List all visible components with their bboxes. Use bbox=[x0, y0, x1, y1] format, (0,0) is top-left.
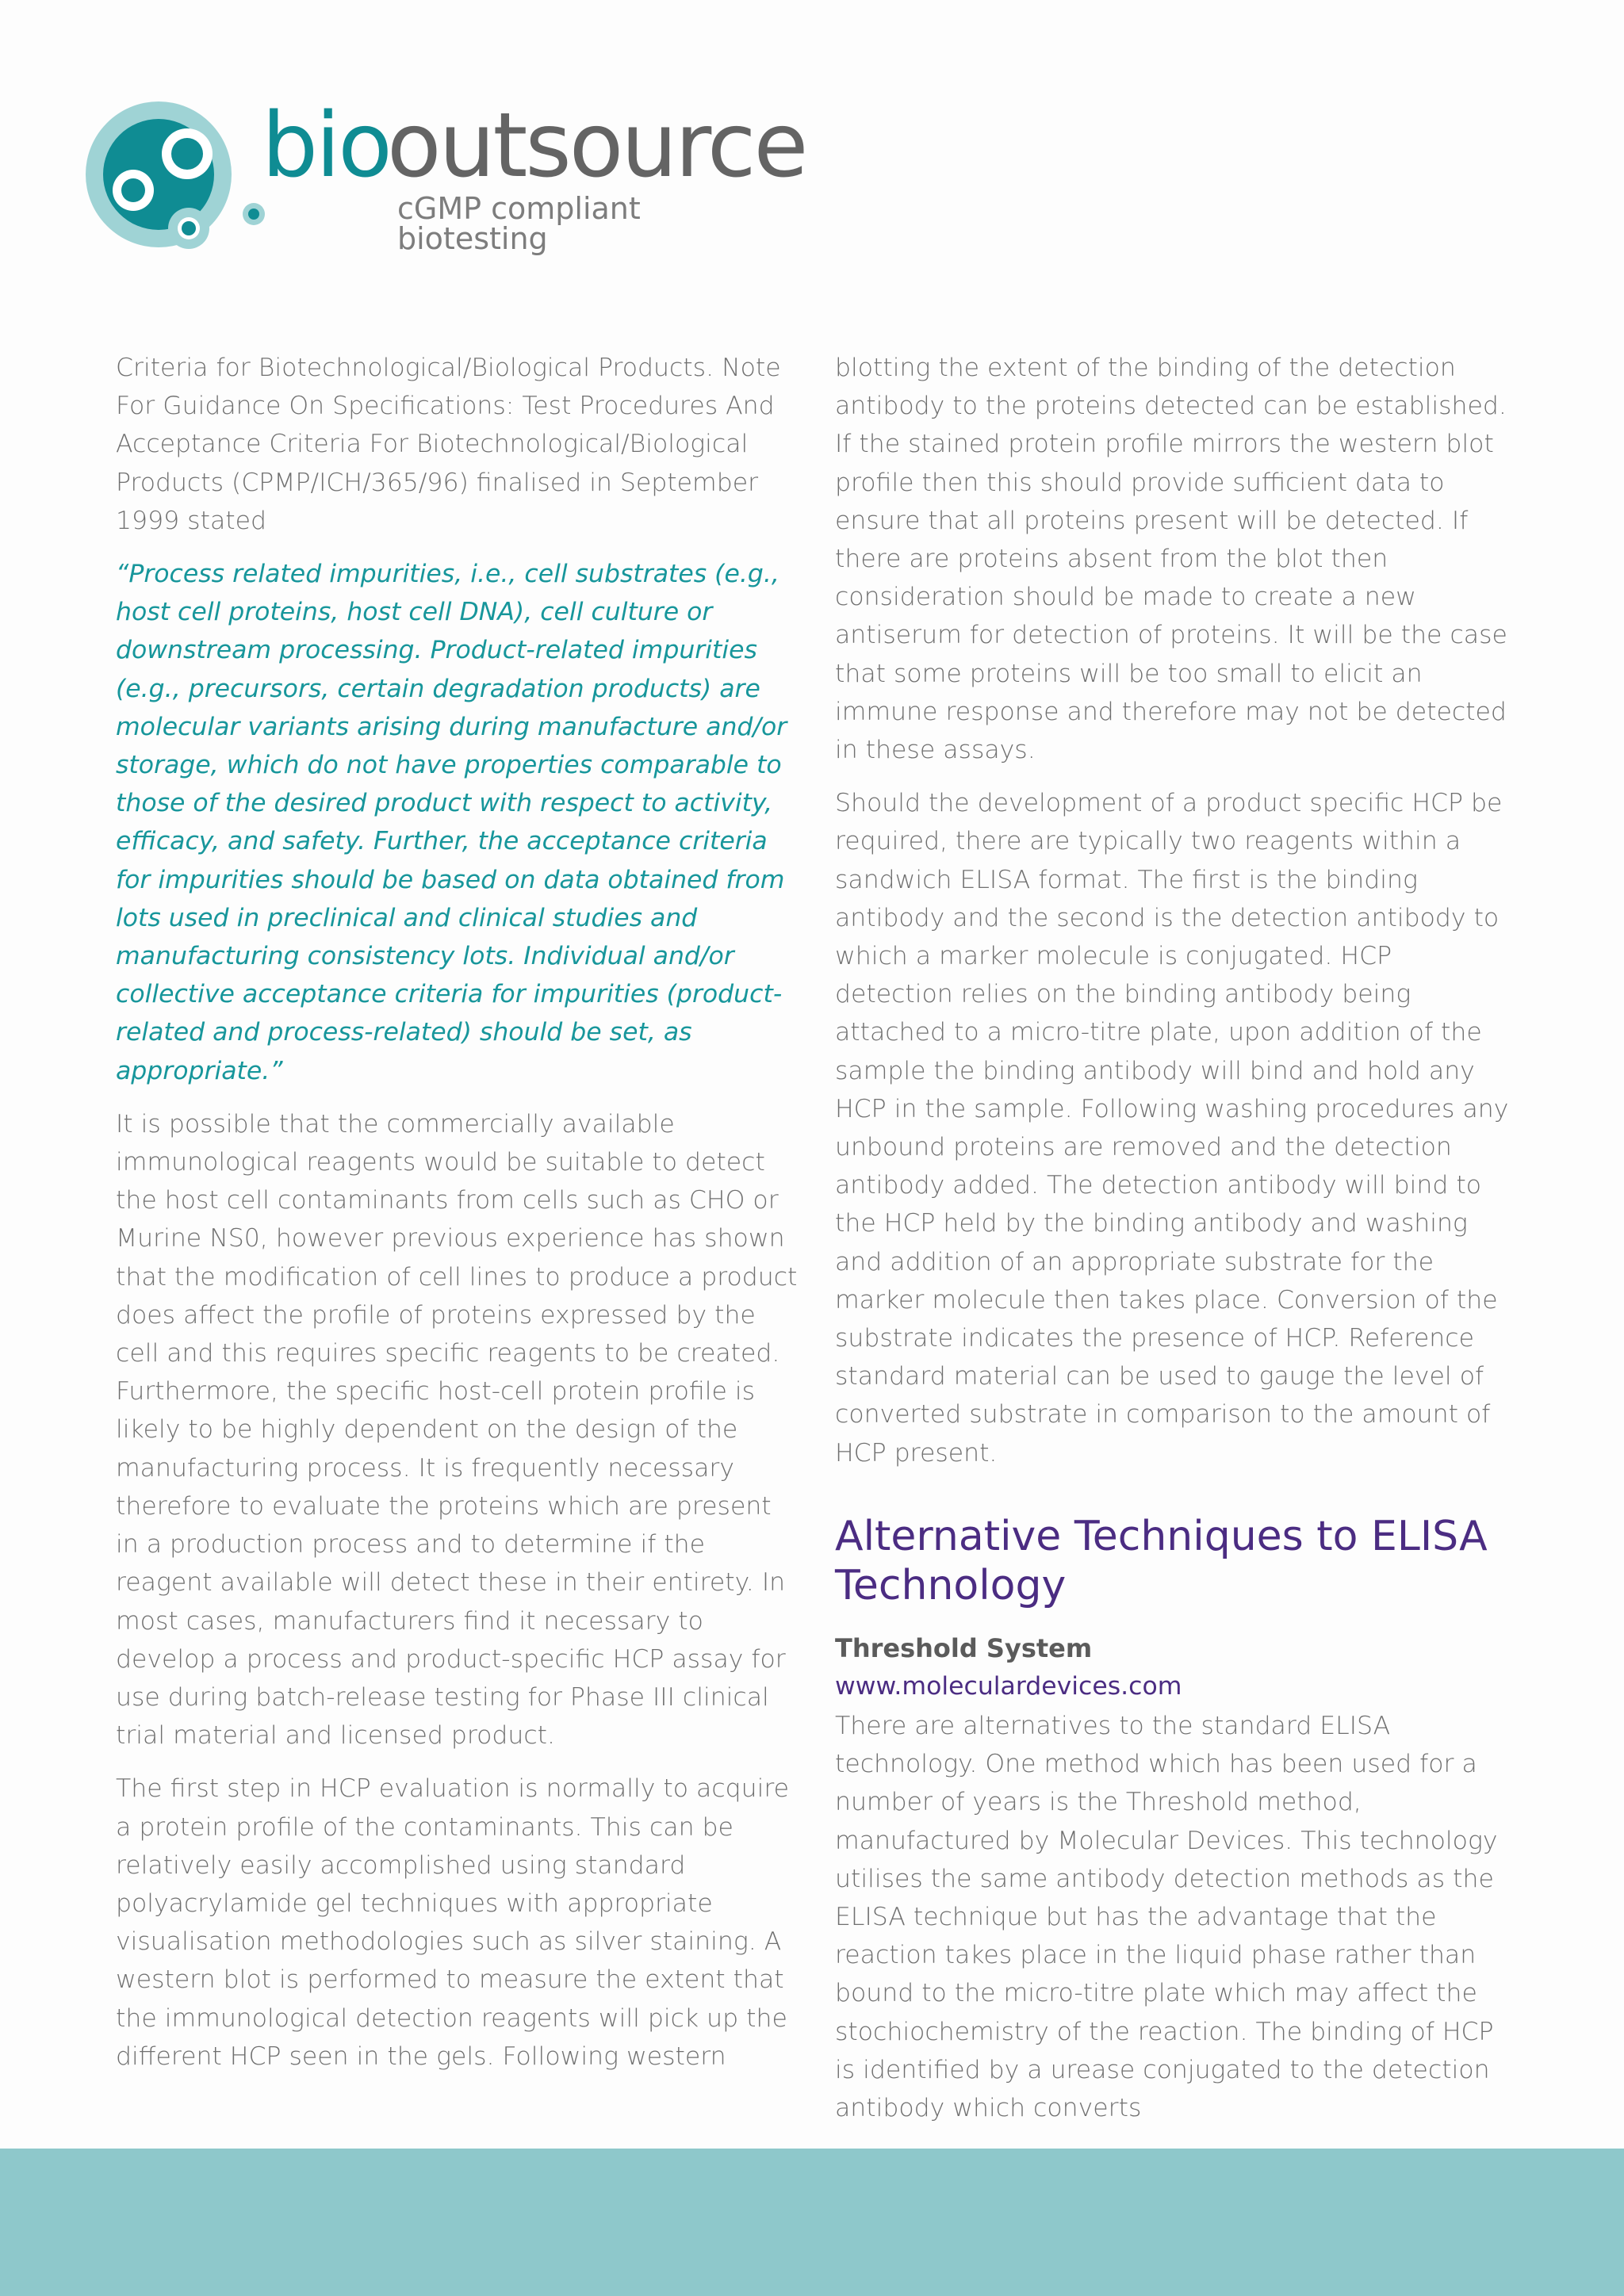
guideline-quote: “Process related impurities, i.e., cell substrates (e.g., host cell proteins, host cell DNA), cell culture or downstream processing. Product-related impurities (e.g., precursors, certain degradation products) are molecular variants arising during manufacture and/or storage, which do not have properties comparable to those of the desired product with respect to activity, efficacy, and safety. Further, the acceptance criteria for impurities should be based on data obtained from lots used in preclinical and clinical studies and manufacturing consistency lots. Individual and/or collective acceptance criteria for impurities (product-related and process-related) should be set, as appropriate.” bbox=[116, 560, 787, 1085]
paragraph: Should the development of a product specific HCP be required, there are typically two reagents within a sandwich ELISA format. The first is the binding antibody and the second is the detection antibody to which a marker molecule is conjugated. HCP detection relies on the binding antibody being attached to a micro-titre plate, upon addition of the sample the binding antibody will bind and hold any HCP in the sample. Following washing procedures any unbound proteins are removed and the detection antibody added. The detection antibody will bind to the HCP held by the binding antibody and washing and addition of an appropriate substrate for the marker molecule then takes place. Conversion of the substrate indicates the presence of HCP. Reference standard material can be used to gauge the level of converted substrate in comparison to the amount of HCP present. bbox=[835, 789, 1509, 1468]
brand-name-outsource: outsource bbox=[387, 94, 806, 197]
website-link[interactable]: www.moleculardevices.com bbox=[835, 1671, 1182, 1701]
right-column bbox=[835, 349, 1517, 2142]
molecule-logo-icon bbox=[86, 87, 276, 262]
subsection-heading: Threshold System bbox=[835, 1632, 1093, 1663]
left-column bbox=[116, 349, 798, 2091]
brand-name-bio: bio bbox=[262, 94, 390, 197]
paragraph: There are alternatives to the standard ELISA technology. One method which has been used for a number of years is the Threshold method, manufactured by Molecular Devices. This technology utilises the same antibody detection methods as the ELISA technique but has the advantage that the reaction takes place in the liquid phase rather than bound to the micro-titre plate which may affect the stochiochemistry of the reaction. The binding of HCP is identified by a urease conjugated to the detection antibody which converts bbox=[835, 1711, 1498, 2122]
footer-band bbox=[0, 2149, 1624, 2296]
section-heading: Alternative Techniques to ELISA Technology bbox=[835, 1512, 1488, 1609]
brand-tagline: cGMP compliant biotesting bbox=[397, 191, 641, 256]
paragraph: Criteria for Biotechnological/Biological Products. Note For Guidance On Specifications: Test Procedures And Acceptance Criteria For Biotechnological/Biological Products (CPMP/ICH/365/96) finalised in September 1999 stated bbox=[116, 354, 781, 535]
paragraph: blotting the extent of the binding of the detection antibody to the proteins detected can be established. If the stained protein profile mirrors the western blot profile then this should provide sufficient data to ensure that all proteins present will be detected. If there are proteins absent from the blot then consideration should be made to create a new antiserum for detection of proteins. It will be the case that some proteins will be too small to elicit an immune response and therefore may not be detected in these assays. bbox=[835, 354, 1507, 765]
bio-outsource-logo bbox=[86, 87, 806, 262]
paragraph: The first step in HCP evaluation is normally to acquire a protein profile of the contaminants. This can be relatively easily accomplished using standard polyacrylamide gel techniques with appropriate visualisation methodologies such as silver staining. A western blot is performed to measure the extent that the immunological detection reagents will pick up the different HCP seen in the gels. Following western bbox=[116, 1774, 789, 2071]
paragraph: It is possible that the commercially available immunological reagents would be suitable to detect the host cell contaminants from cells such as CHO or Murine NS0, however previous experience has shown that the modification of cell lines to produce a product does affect the profile of proteins expressed by the cell and this requires specific reagents to be created. Furthermore, the specific host-cell protein profile is likely to be highly dependent on the design of the manufacturing process. It is frequently necessary therefore to evaluate the proteins which are present in a production process and to determine if the reagent available will detect these in their entirety. In most cases, manufacturers find it necessary to develop a process and product-specific HCP assay for use during batch-release testing for Phase III clinical trial material and licensed product. bbox=[116, 1109, 798, 1751]
